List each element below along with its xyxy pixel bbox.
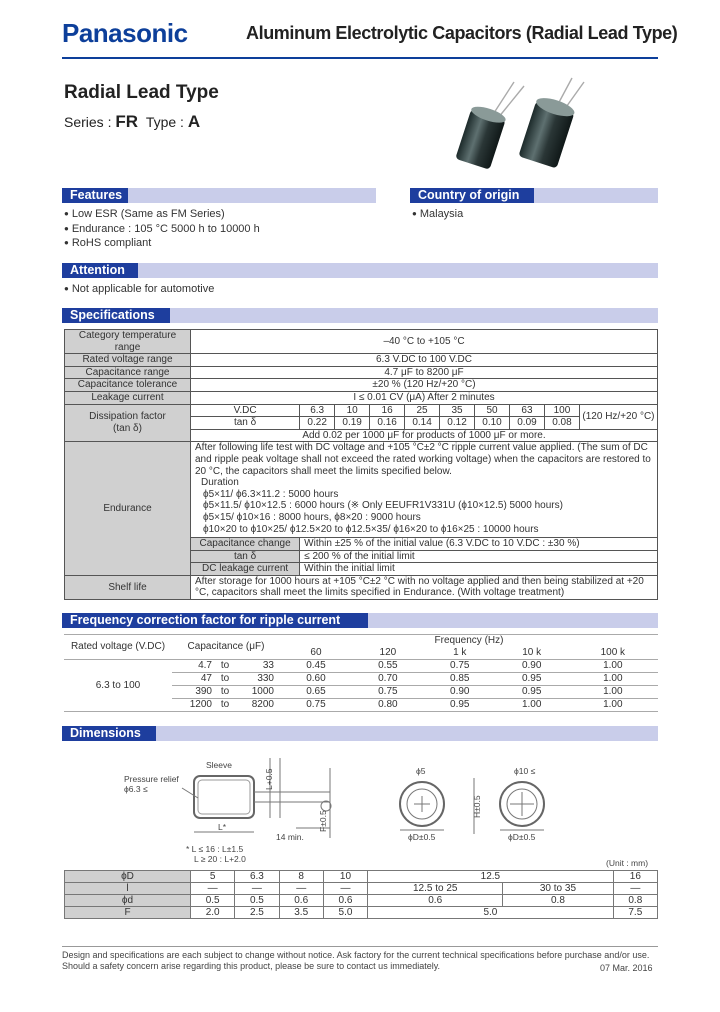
origin-list <box>412 207 652 222</box>
dim-row-label: ϕd <box>65 895 191 907</box>
spec-label: Leakage current <box>65 391 191 404</box>
dim-cell: — <box>191 883 235 895</box>
features-header-band <box>62 188 376 203</box>
dim-cell: 10 <box>323 871 367 883</box>
dim-row-label: F <box>65 907 191 919</box>
label-pressure-relief: Pressure relief <box>124 774 179 784</box>
freq-header: 120 <box>352 647 424 660</box>
tan-value: 0.16 <box>370 417 405 430</box>
label-d5: ϕ5 <box>416 766 426 776</box>
table-row <box>65 391 658 404</box>
footer-rule <box>62 946 658 947</box>
list-item: ● Low ESR (Same as FM Series) <box>64 207 374 222</box>
label-d-tol2: ϕD±0.5 <box>508 832 536 842</box>
dim-cell: 6.3 <box>235 871 279 883</box>
dim-cell: 3.5 <box>279 907 323 919</box>
freq-header: 1 k <box>424 647 496 660</box>
factor-cell: 0.95 <box>496 686 568 699</box>
dim-cell: 30 to 35 <box>503 883 613 895</box>
endurance-description <box>191 442 658 538</box>
dim-cell: 0.6 <box>279 895 323 907</box>
endurance-text: After following life test with DC voltage and +105 °C±2 °C ripple current value applied. (The sum of DC and ripple peak voltage shall not exceed the rated working voltage) when the capacitors are restored to 20 °C, the capacitors shall meet the limits specified below. <box>195 442 651 477</box>
dim-cell: 5.0 <box>323 907 367 919</box>
label-l-star: L* <box>218 822 227 832</box>
dim-cell: 2.0 <box>191 907 235 919</box>
cap-to-word: to <box>212 699 238 712</box>
dim-row-label: l <box>65 883 191 895</box>
factor-cell: 0.70 <box>352 673 424 686</box>
spec-value: I ≤ 0.01 CV (μA) After 2 minutes <box>191 391 658 404</box>
endurance-check-item: DC leakage current <box>191 563 300 576</box>
cap-to-word: to <box>212 673 238 686</box>
cap-to-word: to <box>212 686 238 699</box>
frequency-table <box>64 634 658 712</box>
factor-cell: 0.80 <box>352 699 424 712</box>
label-pressure-relief-size: ϕ6.3 ≤ <box>124 784 148 794</box>
factor-cell: 0.65 <box>280 686 352 699</box>
vdc-value: 6.3 <box>300 404 335 417</box>
table-row <box>65 330 658 354</box>
dim-cell: 5 <box>191 871 235 883</box>
brand-logo: Panasonic <box>62 18 188 48</box>
series-label: Series : <box>64 114 116 130</box>
col-rated-voltage: Rated voltage (V.DC) <box>64 635 172 660</box>
tan-label: tan δ <box>191 417 300 430</box>
dim-row-label: ϕD <box>65 871 191 883</box>
frequency-title: Frequency correction factor for ripple current <box>62 613 368 628</box>
dim-cell: 8 <box>279 871 323 883</box>
factor-cell: 0.75 <box>280 699 352 712</box>
factor-cell: 1.00 <box>496 699 568 712</box>
table-row <box>65 907 658 919</box>
table-row <box>65 442 658 538</box>
dim-cell: — <box>235 883 279 895</box>
vdc-value: 16 <box>370 404 405 417</box>
factor-cell: 0.75 <box>424 660 496 673</box>
shelf-life-value: After storage for 1000 hours at +105 °C±2 °C with no voltage applied and then being stabilized at +20 °C, capacitors shall meet the limits specified in Endurance. (With voltage treatment) <box>191 575 658 599</box>
factor-cell: 0.45 <box>280 660 352 673</box>
table-row <box>65 895 658 907</box>
frequency-header-band <box>62 613 658 628</box>
vdc-value: 50 <box>475 404 510 417</box>
spec-label-dissipation <box>65 404 191 442</box>
cap-to: 8200 <box>238 699 280 712</box>
factor-cell: 0.95 <box>424 699 496 712</box>
endurance-check-limit: Within ±25 % of the initial value (6.3 V.DC to 10 V.DC : ±30 %) <box>300 538 658 551</box>
col-frequency: Frequency (Hz) <box>280 635 658 648</box>
footer-line: Should a safety concern arise regarding this product, please be sure to contact us immediately. <box>62 961 441 971</box>
attention-header-band <box>62 263 658 278</box>
vdc-value: 35 <box>440 404 475 417</box>
dissipation-note: Add 0.02 per 1000 μF for products of 1000 μF or more. <box>191 429 658 442</box>
dim-cell: 16 <box>613 871 657 883</box>
specifications-header-band <box>62 308 658 323</box>
endurance-check-limit: Within the initial limit <box>300 563 658 576</box>
spec-label: Rated voltage range <box>65 354 191 367</box>
label-min-len: 14 min. <box>276 832 304 842</box>
series-value: FR <box>115 112 139 131</box>
vdc-value: 25 <box>405 404 440 417</box>
factor-cell: 0.75 <box>352 686 424 699</box>
label-l-note2: L ≥ 20 : L+2.0 <box>194 854 246 864</box>
origin-header-band <box>410 188 658 203</box>
label-d10: ϕ10 ≤ <box>514 766 536 776</box>
voltage-value: 6.3 to 100 <box>64 660 172 712</box>
dim-cell: 7.5 <box>613 907 657 919</box>
cap-from: 1200 <box>172 699 212 712</box>
label-h: H±0.5 <box>472 795 482 818</box>
freq-header: 60 <box>280 647 352 660</box>
dim-cell: 12.5 <box>368 871 614 883</box>
dim-cell: — <box>279 883 323 895</box>
footer-notice <box>62 950 658 972</box>
dim-cell: — <box>323 883 367 895</box>
series-type-line <box>64 112 200 132</box>
tan-value: 0.19 <box>335 417 370 430</box>
cap-from: 47 <box>172 673 212 686</box>
dimensions-table <box>64 870 658 919</box>
factor-cell: 1.00 <box>568 699 658 712</box>
features-title: Features <box>62 188 128 203</box>
spec-label: Category temperature range <box>65 330 191 354</box>
list-item: ● Endurance : 105 °C 5000 h to 10000 h <box>64 222 374 237</box>
footer-date: 07 Mar. 2016 <box>600 963 653 973</box>
cap-from: 390 <box>172 686 212 699</box>
endurance-check-item: Capacitance change <box>191 538 300 551</box>
list-item: ● Malaysia <box>412 207 652 222</box>
spec-value: 4.7 μF to 8200 μF <box>191 366 658 379</box>
tan-value: 0.09 <box>509 417 544 430</box>
spec-label: Capacitance range <box>65 366 191 379</box>
factor-cell: 1.00 <box>568 660 658 673</box>
factor-cell: 0.85 <box>424 673 496 686</box>
dim-cell: 5.0 <box>368 907 614 919</box>
factor-cell: 1.00 <box>568 686 658 699</box>
dissipation-condition: (120 Hz/+20 °C) <box>579 404 657 429</box>
dim-cell: 0.6 <box>323 895 367 907</box>
list-item: ● RoHS compliant <box>64 236 374 251</box>
factor-cell: 0.55 <box>352 660 424 673</box>
dim-cell: — <box>613 883 657 895</box>
endurance-duration-item: ϕ5×11.5/ ϕ10×12.5 : 6000 hours (※ Only EEUFR1V331U (ϕ10×12.5) 5000 hours) <box>203 500 563 512</box>
table-row <box>65 871 658 883</box>
tan-value: 0.12 <box>440 417 475 430</box>
product-type-title: Radial Lead Type <box>64 82 219 103</box>
dim-cell: 0.5 <box>191 895 235 907</box>
attention-title: Attention <box>62 263 138 278</box>
endurance-check-item: tan δ <box>191 550 300 563</box>
features-list <box>64 207 374 251</box>
spec-value: 6.3 V.DC to 100 V.DC <box>191 354 658 367</box>
specifications-title: Specifications <box>62 308 170 323</box>
origin-title: Country of origin <box>410 188 534 203</box>
spec-label: Capacitance tolerance <box>65 379 191 392</box>
unit-label: (Unit : mm) <box>606 858 649 868</box>
cap-to: 330 <box>238 673 280 686</box>
dimension-drawing <box>120 748 560 866</box>
dim-cell: 2.5 <box>235 907 279 919</box>
factor-cell: 0.95 <box>496 673 568 686</box>
factor-cell: 0.60 <box>280 673 352 686</box>
vdc-value: 10 <box>335 404 370 417</box>
dissipation-label-line2: (tan δ) <box>113 422 142 434</box>
freq-header: 10 k <box>496 647 568 660</box>
label-lead-len: L+0.5 <box>264 768 274 790</box>
dimensions-title: Dimensions <box>62 726 156 741</box>
footer-line: Design and specifications are each subject to change without notice. Ask factory for the current technical specifications before purchase and/or use. <box>62 950 650 960</box>
col-capacitance: Capacitance (μF) <box>172 635 280 660</box>
table-row <box>65 575 658 599</box>
tan-value: 0.22 <box>300 417 335 430</box>
cap-to: 1000 <box>238 686 280 699</box>
dim-cell: 0.5 <box>235 895 279 907</box>
endurance-check-limit: ≤ 200 % of the initial limit <box>300 550 658 563</box>
endurance-duration-title: Duration <box>201 477 239 489</box>
tan-value: 0.10 <box>475 417 510 430</box>
dimensions-header-band <box>62 726 658 741</box>
tan-value: 0.14 <box>405 417 440 430</box>
freq-header: 100 k <box>568 647 658 660</box>
spec-label-shelf: Shelf life <box>65 575 191 599</box>
spec-value: –40 °C to +105 °C <box>191 330 658 354</box>
cap-to-word: to <box>212 660 238 673</box>
capacitor-product-photo <box>452 76 592 176</box>
label-sleeve: Sleeve <box>206 760 232 770</box>
cap-from: 4.7 <box>172 660 212 673</box>
label-f-tol: F±0.5 <box>318 810 328 832</box>
type-value: A <box>187 112 201 131</box>
table-row <box>65 883 658 895</box>
table-row <box>65 404 658 417</box>
table-row <box>65 366 658 379</box>
tan-value: 0.08 <box>544 417 579 430</box>
factor-cell: 0.90 <box>424 686 496 699</box>
spec-value: ±20 % (120 Hz/+20 °C) <box>191 379 658 392</box>
list-item: ● Not applicable for automotive <box>64 282 654 297</box>
dim-cell: 0.8 <box>503 895 613 907</box>
dim-cell: 0.8 <box>613 895 657 907</box>
cap-to: 33 <box>238 660 280 673</box>
table-row <box>65 379 658 392</box>
table-row <box>64 660 658 673</box>
dim-cell: 12.5 to 25 <box>368 883 503 895</box>
table-row <box>64 635 658 648</box>
label-l-note1: * L ≤ 16 : L±1.5 <box>186 844 244 854</box>
factor-cell: 0.90 <box>496 660 568 673</box>
spec-label-endurance: Endurance <box>65 442 191 576</box>
header-rule <box>62 57 658 59</box>
vdc-label: V.DC <box>191 404 300 417</box>
attention-list <box>64 282 654 297</box>
specifications-table <box>64 329 658 600</box>
label-d-tol1: ϕD±0.5 <box>408 832 436 842</box>
endurance-duration-item: ϕ10×20 to ϕ10×25/ ϕ12.5×20 to ϕ12.5×35/ ϕ16×20 to ϕ16×25 : 10000 hours <box>203 523 539 535</box>
endurance-duration-item: ϕ5×11/ ϕ6.3×11.2 : 5000 hours <box>203 488 339 500</box>
dissipation-label-line1: Dissipation factor <box>89 411 166 423</box>
endurance-duration-item: ϕ5×15/ ϕ10×16 : 8000 hours, ϕ8×20 : 9000 hours <box>203 511 421 523</box>
vdc-value: 63 <box>509 404 544 417</box>
dim-cell: 0.6 <box>368 895 503 907</box>
factor-cell: 1.00 <box>568 673 658 686</box>
document-title: Aluminum Electrolytic Capacitors (Radial Lead Type) <box>246 23 678 43</box>
type-label: Type : <box>145 114 188 130</box>
table-row <box>65 354 658 367</box>
vdc-value: 100 <box>544 404 579 417</box>
